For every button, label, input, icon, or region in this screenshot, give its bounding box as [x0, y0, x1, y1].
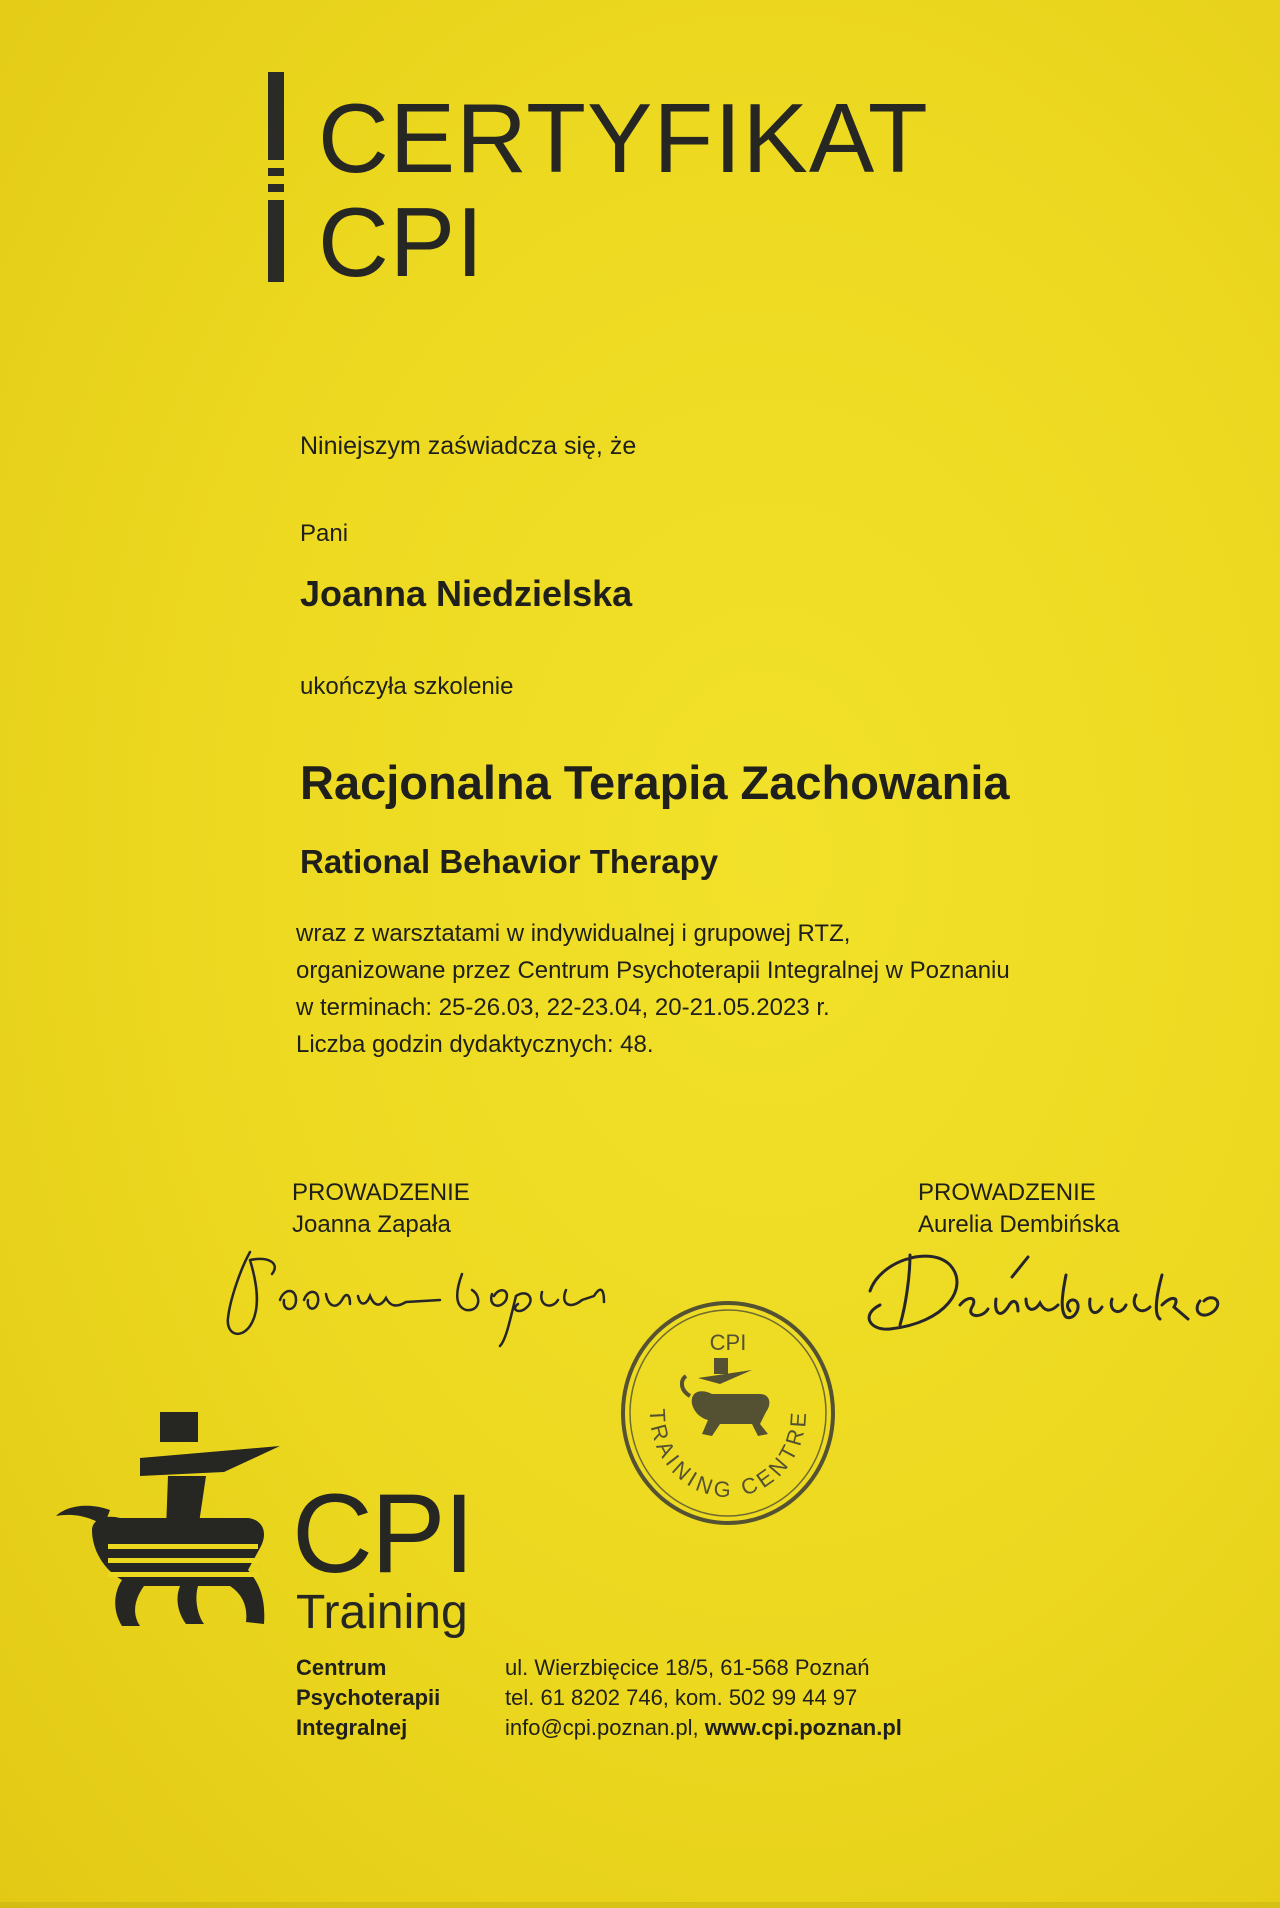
signer-right: [918, 1177, 1119, 1241]
completion-text: ukończyła szkolenie: [300, 673, 514, 700]
org-line: Psychoterapii: [296, 1685, 441, 1710]
address: ul. Wierzbięcice 18/5, 61-568 Poznań: [505, 1655, 870, 1680]
org-line: Centrum: [296, 1655, 387, 1680]
signer-name: Joanna Zapała: [292, 1211, 451, 1238]
org-line: Integralnej: [296, 1715, 408, 1740]
stamp-ring-text: TRAINING CENTRE: [644, 1407, 812, 1503]
details-line: w terminach: 25-26.03, 22-23.04, 20-21.05.2023 r.: [296, 994, 830, 1021]
signature-left-image: [210, 1230, 630, 1350]
details-line: organizowane przez Centrum Psychoterapii Integralnej w Poznaniu: [296, 957, 1010, 984]
title-line-1: CERTYFIKAT: [318, 83, 929, 193]
course-title-polish: Racjonalna Terapia Zachowania: [300, 756, 1010, 809]
cpi-stamp: [620, 1300, 836, 1526]
certificate-title: [318, 83, 929, 297]
course-details: [296, 915, 1010, 1063]
course-title-english: Rational Behavior Therapy: [300, 843, 719, 880]
signature-right-image: [850, 1235, 1270, 1345]
signer-role: PROWADZENIE: [292, 1179, 470, 1206]
paper-edge: [0, 1902, 1280, 1908]
signer-role: PROWADZENIE: [918, 1179, 1096, 1206]
salutation: Pani: [300, 520, 349, 547]
brand-wordmark: [292, 1471, 473, 1639]
organization-name: [296, 1653, 440, 1743]
email-link[interactable]: info@cpi.poznan.pl,: [505, 1715, 699, 1740]
contact-block: [505, 1653, 902, 1743]
details-line: Liczba godzin dydaktycznych: 48.: [296, 1031, 654, 1058]
signer-name: Aurelia Dembińska: [918, 1211, 1120, 1238]
stamp-centaur-icon: [682, 1358, 769, 1436]
email-web-line: [505, 1713, 902, 1743]
recipient-name: Joanna Niedzielska: [300, 573, 633, 614]
details-line: wraz z warsztatami w indywidualnej i grupowej RTZ,: [296, 920, 851, 947]
brand-name: CPI: [292, 1471, 473, 1596]
brand-subtitle: Training: [296, 1586, 468, 1639]
title-accent-bar: [268, 72, 284, 282]
intro-text: Niniejszym zaświadcza się, że: [300, 432, 637, 460]
stamp-top-text: CPI: [709, 1330, 747, 1355]
phone: tel. 61 8202 746, kom. 502 99 44 97: [505, 1685, 858, 1710]
website-link[interactable]: www.cpi.poznan.pl: [704, 1715, 902, 1740]
title-line-2: CPI: [318, 187, 485, 297]
cpi-centaur-logo-icon: [48, 1410, 288, 1640]
